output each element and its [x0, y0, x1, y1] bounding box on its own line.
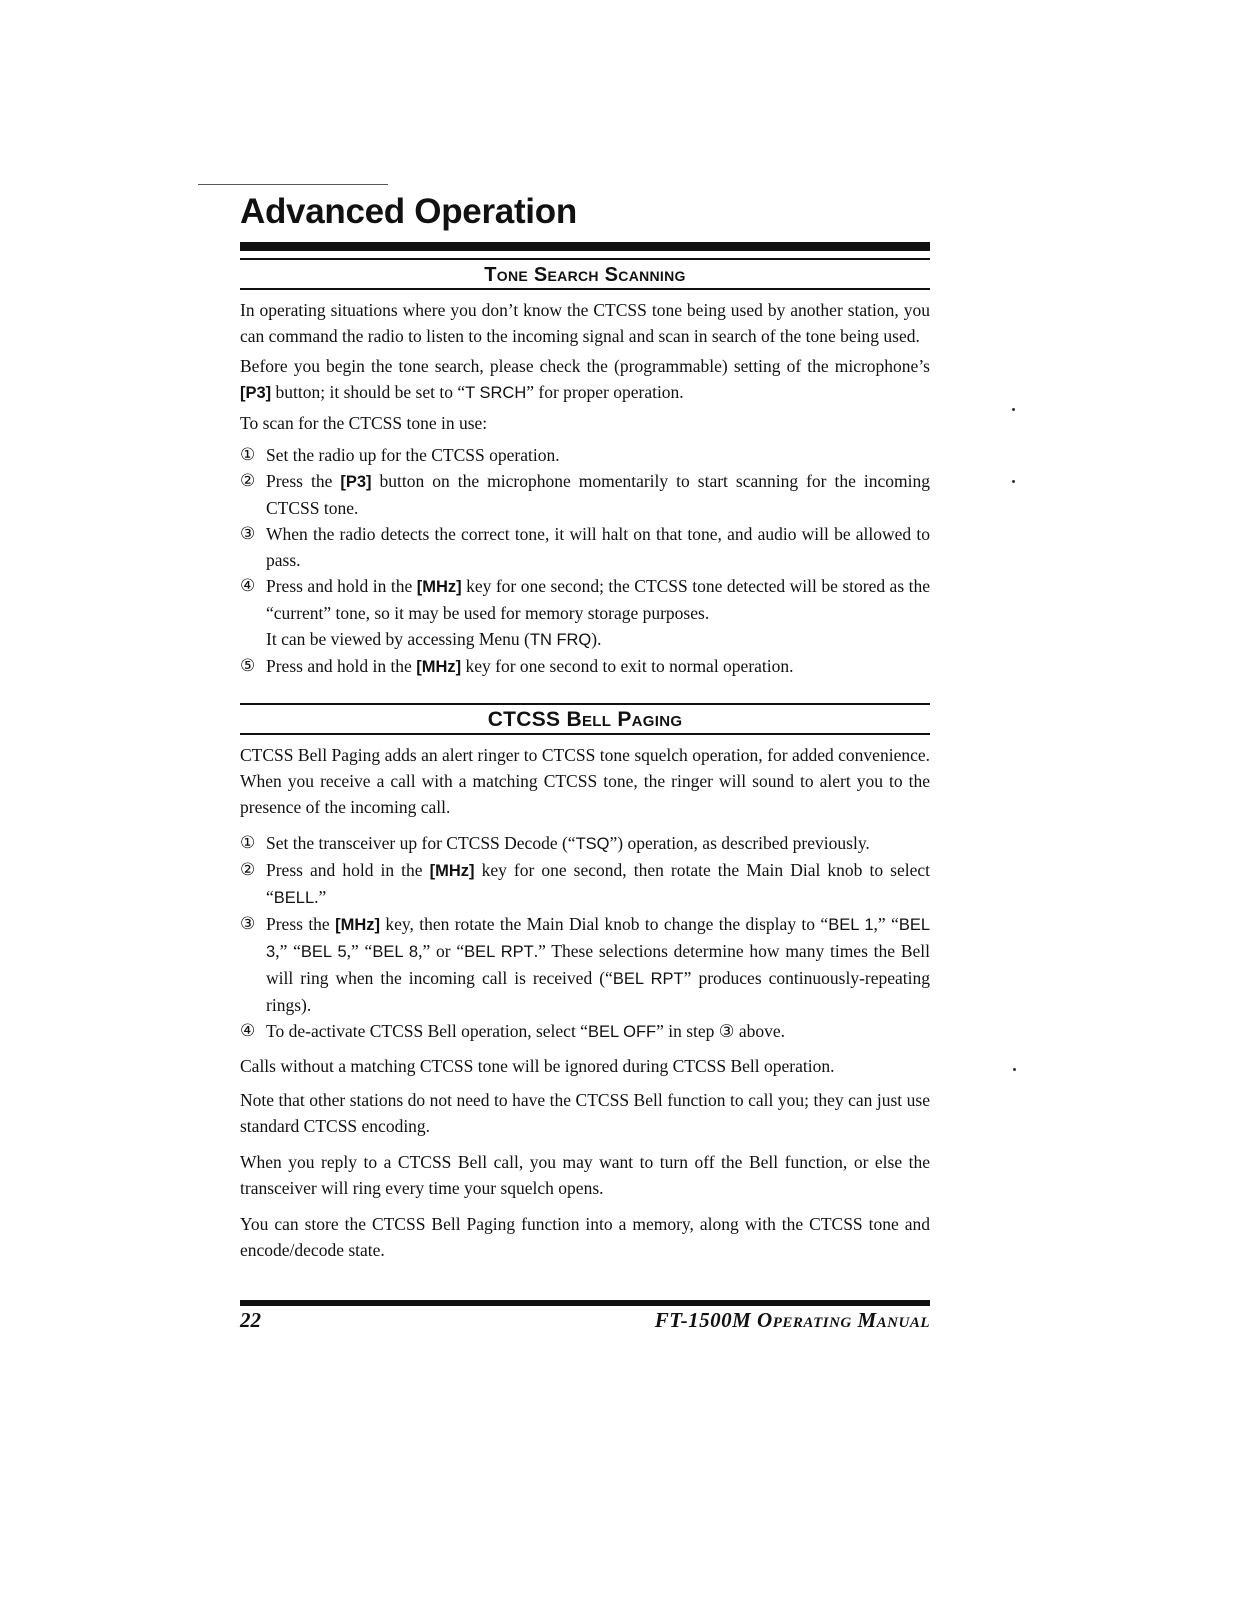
step-item: ⑤ Press and hold in the [MHz] key for one second to exit to normal operation.	[240, 653, 930, 680]
lcd-text: BEL 1	[828, 916, 874, 934]
step-number: ④	[240, 1021, 256, 1041]
step-number: ③	[240, 524, 256, 544]
step-number: ①	[240, 445, 256, 465]
step-item: ② Press and hold in the [MHz] key for one second, then rotate the Main Dial knob to select “BELL.”	[240, 857, 930, 911]
tone-search-lead: To scan for the CTCSS tone in use:	[240, 413, 488, 433]
step-item: ③ When the radio detects the correct tone, it will halt on that tone, and audio will be allowed to pass.	[240, 521, 930, 573]
mhz-key: [MHz]	[416, 658, 462, 676]
lcd-text: T SRCH	[465, 384, 527, 402]
scan-speck	[1013, 1068, 1016, 1071]
scan-speck	[1012, 408, 1015, 411]
bell-note-3: When you reply to a CTCSS Bell call, you may want to turn off the Bell function, or else the transceiver will ring every time your squelch opens.	[240, 1152, 930, 1198]
step-number: ⑤	[240, 656, 256, 676]
page-number: 22	[240, 1308, 261, 1332]
mhz-key: [MHz]	[335, 916, 380, 934]
step-number: ④	[240, 576, 256, 596]
scan-speck	[1012, 480, 1015, 483]
step-item: ③ Press the [MHz] key, then rotate the Main Dial knob to change the display to “BEL 1,” “BEL 3,” “BEL 5,” “BEL 8,” or “BEL RPT.” These selections determine how many times the Bell will ring when the incoming call is received (“BEL RPT” produces continuously-repeating rings).	[240, 911, 930, 1018]
mhz-key: [MHz]	[416, 578, 462, 596]
footer-bar	[240, 1300, 930, 1306]
bell-note-1: Calls without a matching CTCSS tone will be ignored during CTCSS Bell operation.	[240, 1056, 835, 1076]
lcd-text: BELL	[273, 889, 315, 907]
step-item: ② Press the [P3] button on the microphone momentarily to start scanning for the incoming CTCSS tone.	[240, 468, 930, 521]
tone-search-setup: Before you begin the tone search, please check the (programmable) setting of the microphone’s [P3] button; it should be set to “T SRCH” for proper operation.	[240, 356, 930, 402]
bell-paging-intro: CTCSS Bell Paging adds an alert ringer to CTCSS tone squelch operation, for added convenience. When you receive a call with a matching CTCSS tone, the ringer will sound to alert you to the presence of the incoming call.	[240, 745, 930, 817]
step-number: ②	[240, 471, 256, 491]
bell-paging-steps	[240, 830, 930, 1045]
lcd-text: BEL RPT	[464, 943, 534, 961]
step-number: ①	[240, 833, 256, 853]
lcd-text: BEL OFF	[587, 1023, 657, 1041]
bell-paging-heading: CTCSS Bell Paging	[240, 703, 930, 735]
mhz-key: [MHz]	[429, 862, 475, 880]
step-item: ① Set the transceiver up for CTCSS Decode (“TSQ”) operation, as described previously.	[240, 830, 930, 857]
bell-note-4: You can store the CTCSS Bell Paging function into a memory, along with the CTCSS tone and encode/decode state.	[240, 1214, 930, 1260]
chapter-title: Advanced Operation	[240, 192, 577, 231]
chapter-bar	[240, 242, 930, 251]
bell-paging-section	[240, 703, 930, 1263]
tone-search-intro: In operating situations where you don’t know the CTCSS tone being used by another station, you can command the radio to listen to the incoming signal and scan in search of the tone being used.	[240, 300, 930, 346]
manual-title: FT-1500M Operating Manual	[654, 1308, 930, 1332]
tone-search-heading: Tone Search Scanning	[240, 258, 930, 290]
lcd-text: BEL 8	[372, 943, 419, 961]
lcd-text: BEL 5	[300, 943, 347, 961]
top-rule	[198, 184, 388, 185]
step-number: ③	[240, 914, 256, 934]
step-item: ④ To de-activate CTCSS Bell operation, select “BEL OFF” in step ③ above.	[240, 1018, 930, 1045]
p3-key: [P3]	[340, 473, 372, 491]
tone-search-section	[240, 258, 930, 680]
bell-note-2: Note that other stations do not need to have the CTCSS Bell function to call you; they can just use standard CTCSS encoding.	[240, 1090, 930, 1136]
step-item: ④ Press and hold in the [MHz] key for one second; the CTCSS tone detected will be stored as the “current” tone, so it may be used for memory storage purposes. It can be viewed by accessing Menu (TN FRQ).	[240, 573, 930, 653]
tone-search-steps	[240, 442, 930, 680]
lcd-text: BEL RPT	[612, 970, 684, 988]
lcd-text: TSQ	[575, 835, 610, 853]
p3-key: [P3]	[240, 384, 272, 402]
step-item: ① Set the radio up for the CTCSS operation.	[240, 442, 930, 468]
lcd-text: TN FRQ	[529, 631, 592, 649]
lcd-text: BEL 3	[266, 916, 930, 961]
step-number: ②	[240, 860, 256, 880]
